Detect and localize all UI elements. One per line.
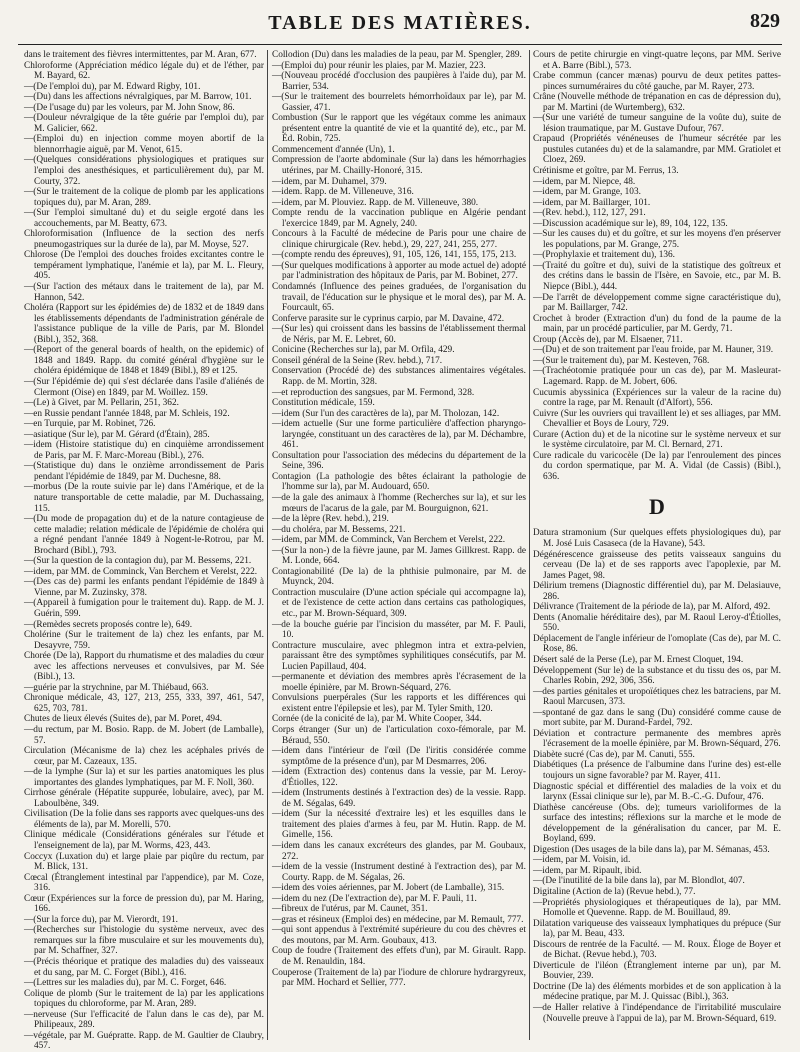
index-entry: Diagnostic spécial et différentiel des maladies de la voix et du larynx (Essai clinique sur le), par M. B.-C.-G. Dufour, 476. xyxy=(533,781,781,803)
index-entry: Cornée (de la conicité de la), par M. White Cooper, 344. xyxy=(272,714,482,725)
index-entry: Cœcal (Étranglement intestinal par l'appendice), par M. Coze, 316. xyxy=(24,872,264,894)
index-entry: Chutes de lieux élevés (Suites de), par M. Poret, 494. xyxy=(24,714,223,725)
index-entry: —morbus (De la route suivie par le) dans l'Amérique, et de la nature transportable de cette maladie, par M. Duchassaing, 115. xyxy=(24,482,264,514)
index-entry: —(Sur quelques modifications à apporter au mode actuel de) adopté par l'administration des hôpitaux de Paris, par M. Bobinet, 277. xyxy=(272,260,526,282)
index-entry: —(Lettres sur les maladies du), par M. C. Forget, 646. xyxy=(24,978,227,989)
index-entry: —idem, par M. Grange, 103. xyxy=(533,187,641,198)
index-entry: Délivrance (Traitement de la période de la), par M. Alford, 492. xyxy=(533,602,771,613)
index-entry: —idem (Sur la nécessité d'extraire les) et les esquilles dans le traitement des plaies d'armes à feu, par M. Hutin. Rapp. de M. Gimelle, 156. xyxy=(272,809,526,841)
index-entry: —idem dans les canaux excréteurs des glandes, par M. Goubaux, 272. xyxy=(272,841,526,862)
index-entry: —idem, par M. Plouviez. Rapp. de M. Villeneuve, 380. xyxy=(272,197,479,208)
index-entry: —Sur les causes du) et du goître, et sur les moyens d'en préserver les populations, par M. Grange, 275. xyxy=(533,229,781,250)
index-entry: —idem (Instruments destinés à l'extraction des) de la vessie. Rapp. de M. Ségalas, 649. xyxy=(272,788,526,809)
index-entry: —idem (Extraction des) contenus dans la vessie, par M. Leroy-d'Étiolles, 122. xyxy=(272,767,526,788)
index-entry: Chloroformisation (Influence de la section des nerfs pneumogastriques sur la durée de la), par M. Moyse, 527. xyxy=(24,229,264,250)
index-entry: —(Prophylaxie et traitement du), 136. xyxy=(533,250,675,261)
index-entry: —idem, par M. Ripault, ibid. xyxy=(533,865,642,876)
index-entry: —gras et résineux (Emploi des) en médecine, par M. Remault, 777. xyxy=(272,914,524,925)
index-entry: —de Haller relative à l'indépendance de l'irritabilité musculaire (Nouvelle preuve à l'appui de la), par M. Brown-Séquard, 619. xyxy=(533,1003,781,1024)
index-entry: —nerveuse (Sur l'efficacité de l'alun dans le cas de), par M. Philipeaux, 289. xyxy=(24,1009,264,1031)
index-entry: —(Sur une variété de tumeur sanguine de la voûte du), suite de lésion traumatique, par M. Gustave Dufour, 767. xyxy=(533,113,781,134)
index-column-1 xyxy=(24,50,264,1052)
index-entry: —(Sur l'action des métaux dans le traitement de la), par M. Hannon, 542. xyxy=(24,282,264,303)
index-entry: —(De l'emploi du), par M. Edward Rigby, 101. xyxy=(24,81,201,92)
index-entry: Conferve parasite sur le cyprinus carpio, par M. Davaine, 472. xyxy=(272,313,505,324)
index-entry: Dégénérescence graisseuse des petits vaisseaux sanguins du cerveau (De la) et de ses rapports avec l'apoplexie, par M. James Paget, 98. xyxy=(533,549,781,581)
index-entry: Contagion (La pathologie des bêtes éclairant la pathologie de l'homme sur la), par M. Audouard, 650. xyxy=(272,471,526,493)
index-entry: Couperose (Traitement de la) par l'iodure de chlorure hydrargyreux, par MM. Hochard et Sellier, 777. xyxy=(272,967,526,989)
index-entry: —(Nouveau procédé d'occlusion des paupières à l'aide du), par M. Barrier, 534. xyxy=(272,71,526,92)
index-entry: —du rectum, par M. Bosio. Rapp. de M. Jobert (de Lamballe), 57. xyxy=(24,725,264,746)
index-entry: Concours à la Faculté de médecine de Paris pour une chaire de clinique chirurgicale (Rev. hebd.), 29, 227, 241, 255, 277. xyxy=(272,229,526,250)
index-entry: —(De l'usage du) par les voleurs, par M. John Snow, 86. xyxy=(24,102,235,113)
index-entry: —(Le) à Givet, par M. Pellarin, 251, 362. xyxy=(24,398,179,409)
index-entry: Crapaud (Propriétés vénéneuses de l'humeur sécrétée par les pustules cutanées du) et de la salamandre, par MM. Gratiolet et Cloez, 269. xyxy=(533,134,781,166)
index-entry: Contraction musculaire (D'une action spéciale qui accompagne la), et de l'existence de cette action dans certains cas pathologiques, etc., par M. Brown-Séquard, 309. xyxy=(272,587,526,619)
index-entry: —idem, par M. Niepce, 48. xyxy=(533,176,636,187)
index-entry: —(Traité du goître et du), suivi de la statistique des goîtreux et des crétins dans le bassin de l'Isère, en Savoie, etc., par M. B. Niepce (Bibl.), 444. xyxy=(533,260,781,293)
index-entry: dans le traitement des fièvres intermittentes, par M. Aran, 677. xyxy=(24,50,257,60)
index-entry: Curare (Action du) et de la nicotine sur le système nerveux et sur le système circulatoire, par M. Cl. Bernard, 271. xyxy=(533,429,781,451)
index-entry: Crochet à broder (Extraction d'un) du fond de la paume de la main, par un procédé particulier, par M. Gerdy, 71. xyxy=(533,313,781,335)
index-entry: —idem des voies aériennes, par M. Jobert (de Lamballe), 315. xyxy=(272,883,505,894)
index-entry: —idem, par M. Voisin, id. xyxy=(533,855,631,866)
index-entry: —idem, par M. Duhamel, 379. xyxy=(272,176,387,187)
index-entry: Digitaline (Action de la) (Revue hebd.), 77. xyxy=(533,887,696,898)
index-entry: —idem (Sur l'un des caractères de la), par M. Tholozan, 142. xyxy=(272,408,500,419)
index-entry: —(Report of the general boards of health, on the epidemic) of 1848 and 1849. Rapp. du comité général d'hygiène sur le choléra épidémique de 1848 et 1849 (Bibl.), 89 et 125. xyxy=(24,345,264,377)
index-column-3-c-entries xyxy=(533,50,781,482)
index-entry: Croup (Accès de), par M. Elsaener, 711. xyxy=(533,334,683,345)
index-entry: Civilisation (De la folie dans ses rapports avec quelques-uns des éléments de la), par M. Morelli, 570. xyxy=(24,809,264,830)
index-entry: Cure radicale du varicocèle (De la) par l'enroulement des pinces du cordon spermatique, par M. A. Vidal (de Cassis) (Bibl.), 636. xyxy=(533,450,781,482)
index-entry: Diabétiques (La présence de l'albumine dans l'urine des) est-elle toujours un signe favorable? par M. Rayer, 411. xyxy=(533,760,781,781)
index-entry: Développement (Sur le) de la substance et du tissu des os, par M. Charles Robin, 292, 306, 356. xyxy=(533,665,781,687)
page-number: 829 xyxy=(750,10,780,32)
index-entry: Coccyx (Luxation du) et large plaie par piqûre du rectum, par M. Blick, 131. xyxy=(24,851,264,873)
index-entry: Cœur (Expériences sur la force de pression du), par M. Haring, 166. xyxy=(24,893,264,915)
index-entry: —de la lymphe (Sur la) et sur les parties anatomiques les plus importantes des glandes lymphatiques, par M. F. Noll, 360. xyxy=(24,767,264,788)
index-entry: —(Quelques considérations physiologiques et pratiques sur l'emploi des anesthésiques, et particulièrement du), par M. Courty, 372. xyxy=(24,155,264,187)
index-entry: —qui sont appendus à l'extrémité supérieure du cou des chèvres et des moutons, par M. Arm. Goubaux, 413. xyxy=(272,925,526,946)
section-letter: D xyxy=(649,494,665,520)
index-entry: Combustion (Sur le rapport que les végétaux comme les animaux présentent entre la quantité de vie et la quantité de), etc., par M. Éd. Robin, 725. xyxy=(272,113,526,145)
index-entry: —(Sur le traitement du), par M. Kesteven, 768. xyxy=(533,355,710,366)
index-entry: Colique de plomb (Sur le traitement de la) par les applications topiques du chloroforme, par M. Aran, 289. xyxy=(24,988,264,1010)
index-entry: —de la lèpre (Rev. hebd.), 219. xyxy=(272,514,389,525)
index-entry: —en Russie pendant l'année 1848, par M. Schleis, 192. xyxy=(24,408,230,419)
index-entry: —idem actuelle (Sur une forme particulière d'affection pharyngo-laryngée, constituant un des caractères de la), par M. Déchambre, 461. xyxy=(272,419,526,451)
index-entry: Déviation et contracture permanente des membres après l'écrasement de la moelle épinière, par M. Brown-Séquard, 276. xyxy=(533,728,781,750)
index-entry: Coup de foudre (Traitement des effets d'un), par M. Girault. Rapp. de M. Renauldin, 184. xyxy=(272,946,526,968)
index-entry: —Propriétés physiologiques et thérapeutiques de la), par MM. Homolle et Quevenne. Rapp. de M. Bouillaud, 89. xyxy=(533,897,781,919)
index-entry: —asiatique (Sur le), par M. Gérard (d'Étain), 285. xyxy=(24,429,210,440)
index-entry: —(Sur le traitement de la colique de plomb par les applications topiques du), par M. Aran, 289. xyxy=(24,187,264,208)
index-entry: Chronique médicale, 43, 127, 213, 255, 333, 397, 461, 547, 625, 703, 781. xyxy=(24,693,264,714)
index-entry: —de la gale des animaux à l'homme (Recherches sur la), et sur les mœurs de l'acarus de la gale, par M. Bourguignon, 621. xyxy=(272,492,526,514)
index-entry: —(Des cas de) parmi les enfants pendant l'épidémie de 1849 à Vienne, par M. Zuzinsky, 378. xyxy=(24,577,264,598)
index-entry: —(Du) et de son traitement par l'eau froide, par M. Hauner, 319. xyxy=(533,345,774,356)
index-entry: —(Du mode de propagation du) et de la nature contagieuse de cette maladie; relation médicale de l'épidémie de choléra qui a régné pendant l'année 1849 à Nogent-le-Rotrou, par M. Brochard (Bibl.), 793. xyxy=(24,514,264,556)
index-entry: —spontané de gaz dans le sang (Du) considéré comme cause de mort subite, par M. Durand-Fardel, 792. xyxy=(533,707,781,729)
index-entry: —(Sur la question de la contagion du), par M. Bessems, 221. xyxy=(24,556,252,567)
index-entry: —permanente et déviation des membres après l'écrasement de la moelle épinière, par M. Brown-Séquard, 276. xyxy=(272,672,526,693)
index-entry: —fibreux de l'utérus, par M. Caunet, 351. xyxy=(272,904,428,915)
index-entry: —(Sur la non-) de la fièvre jaune, par M. James Gillkrest. Rapp. de M. Londe, 664. xyxy=(272,545,526,567)
page-header xyxy=(18,4,782,40)
index-entry: —(Douleur névralgique de la tête guérie par l'emploi du), par M. Galicier, 662. xyxy=(24,113,264,134)
index-column-2 xyxy=(272,50,526,1040)
index-entry: Choléra (Rapport sur les épidémies de) de 1832 et de 1849 dans les établissements dépendants de l'administration générale de l'assistance publique de la ville de Paris, par M. Blondel (Bibl.), 352, 368. xyxy=(24,303,264,345)
index-entry: —(Trachéotomie pratiquée pour un cas de), par M. Masleurat-Lagemard. Rapp. de M. Jobert, 606. xyxy=(533,366,781,387)
index-entry: —végétale, par M. Guépratte. Rapp. de M. Gaultier de Claubry, 457. xyxy=(24,1030,264,1052)
index-entry: Consultation pour l'association des médecins du département de la Seine, 396. xyxy=(272,450,526,472)
index-entry: —(Précis théorique et pratique des maladies du) des vaisseaux et du sang, par M. C. Forget (Bibl.), 416. xyxy=(24,957,264,978)
index-entry: —(Appareil à fumigation pour le traitement du). Rapp. de M. J. Guérin, 599. xyxy=(24,598,264,619)
index-entry: —idem de la vessie (Instrument destiné à l'extraction des), par M. Courty. Rapp. de M. Ségalas, 26. xyxy=(272,862,526,883)
index-entry: Datura stramonium (Sur quelques effets physiologiques du), par M. José Luis Casaseca (de la Havane), 543. xyxy=(533,528,781,549)
index-entry: —(compte rendu des épreuves), 91, 105, 126, 141, 155, 175, 213. xyxy=(272,250,517,261)
index-entry: Collodion (Du) dans les maladies de la peau, par M. Spengler, 289. xyxy=(272,50,522,60)
page-title: TABLE DES MATIÈRES. xyxy=(268,12,532,34)
index-entry: —(Sur l'épidémie de) qui s'est déclarée dans l'asile d'aliénés de Clermont (Oise) en 1849, par M. Woillez. 159. xyxy=(24,376,264,398)
index-entry: —(Sur les) qui croissent dans les bassins de l'établissement thermal de Néris, par M. E. Lebret, 60. xyxy=(272,324,526,345)
index-entry: Diabète sucré (Cas de), par M. Canuti, 555. xyxy=(533,749,695,760)
index-entry: Compression de l'aorte abdominale (Sur la) dans les hémorrhagies utérines, par M. Chailly-Honoré, 315. xyxy=(272,155,526,177)
index-entry: —(Sur le traitement des bourrelets hémorrhoïdaux par le), par M. Gassier, 471. xyxy=(272,92,526,113)
index-entry: Discours de rentrée de la Faculté. — M. Roux. Éloge de Boyer et de Bichat. (Revue hebd.), 703. xyxy=(533,939,781,961)
index-entry: —idem, par M. Baillarger, 101. xyxy=(533,197,651,208)
index-entry: Crabe commun (cancer mænas) pourvu de deux petites pattes-pinces surnuméraires du côté gauche, par M. Rayer, 273. xyxy=(533,71,781,92)
index-entry: —idem du nez (De l'extraction de), par M. F. Pauli, 11. xyxy=(272,893,477,904)
index-entry: —(Emploi du) pour réunir les plaies, par M. Mazier, 223. xyxy=(272,60,486,71)
index-entry: —idem. Rapp. de M. Villeneuve, 316. xyxy=(272,187,414,198)
index-entry: Diathèse cancéreuse (Obs. de); tumeurs varioliformes de la surface des intestins; réflexions sur la marche et le mode de développement de la généralisation du cancer, par M. E. Boyland, 699. xyxy=(533,802,781,845)
index-entry: Doctrine (De la) des éléments morbides et de son application à la médecine pratique, par M. J. Quissac (Bibl.), 363. xyxy=(533,981,781,1003)
index-entry: Cucumis abyssinica (Expériences sur la valeur de la racine du) contre la rage, par M. Renault (d'Alfort), 556. xyxy=(533,387,781,409)
index-entry: Condamnés (Influence des peines graduées, de l'organisation du travail, de l'éducation sur le physique et le moral des), par M. A. Fourcault, 65. xyxy=(272,282,526,314)
index-entry: —guérie par la strychnine, par M. Thiébaud, 663. xyxy=(24,682,209,693)
column-divider xyxy=(267,50,268,1040)
index-entry: Constitution médicale, 159. xyxy=(272,398,375,409)
index-entry: Crétinisme et goître, par M. Ferrus, 13. xyxy=(533,166,679,177)
header-rule xyxy=(18,44,782,45)
index-entry: Commencement d'année (Un), 1. xyxy=(272,144,395,155)
index-entry: Convulsions puerpérales (Sur les rapports et les différences qui existent entre l'épilepsie et les), par M. Tyler Smith, 120. xyxy=(272,693,526,714)
index-entry: Corps étranger (Sur un) de l'articulation coxo-fémorale, par M. Béraud, 550. xyxy=(272,725,526,746)
index-entry: —(Remèdes secrets proposés contre le), 649. xyxy=(24,619,193,630)
index-entry: Diverticule de l'iléon (Étranglement interne par un), par M. Bouvier, 239. xyxy=(533,960,781,982)
index-column-3-d-entries xyxy=(533,528,781,1024)
index-entry: Cours de petite chirurgie en vingt-quatre leçons, par MM. Serive et A. Barre (Bibl.), 573. xyxy=(533,50,781,71)
index-entry: Dents (Anomalie héréditaire des), par M. Raoul Leroy-d'Étiolles, 550. xyxy=(533,612,781,634)
index-entry: —des parties génitales et uropoïétiques chez les batraciens, par M. Raoul Marcusen, 373. xyxy=(533,686,781,708)
index-entry: —(De l'inutilité de la bile dans la), par M. Blondlot, 407. xyxy=(533,876,745,887)
index-entry: —(Recherches sur l'histologie du système nerveux, avec des remarques sur la fibre musculaire et sur les mouvements du), par M. Schaffner, 327. xyxy=(24,925,264,957)
index-entry: —Discussion académique sur le), 89, 104, 122, 135. xyxy=(533,218,728,229)
index-entry: Contracture musculaire, avec phlegmon intra et extra-pelvien, paraissant être des symptômes syphilitiques consécutifs, par M. Lucien Papillaud, 404. xyxy=(272,640,526,672)
index-entry: Circulation (Mécanisme de la) chez les acéphales privés de cœur, par M. Cazeaux, 135. xyxy=(24,746,264,767)
index-entry: Clinique médicale (Considérations générales sur l'étude et l'enseignement de la), par M. Worms, 423, 443. xyxy=(24,830,264,852)
index-entry: —(Sur la force du), par M. Vierordt, 191. xyxy=(24,914,178,925)
index-entry: Compte rendu de la vaccination publique en Algérie pendant l'exercice 1849, par M. Agnely, 240. xyxy=(272,208,526,229)
index-entry: —(Emploi du) en injection comme moyen abortif de la blennorrhagie aiguë, par M. Venot, 615. xyxy=(24,134,264,155)
index-entry: Dilatation variqueuse des vaisseaux lymphatiques du prépuce (Sur la), par M. Beau, 433. xyxy=(533,918,781,940)
index-entry: Cirrhose générale (Hépatite suppurée, lobulaire, avec), par M. Laboulbène, 349. xyxy=(24,788,264,809)
index-entry: —en Turquie, par M. Robinet, 726. xyxy=(24,419,156,430)
index-entry: —idem dans l'intérieur de l'œil (De l'iritis considérée comme symptôme de la présence d'un), par M Desmarres, 206. xyxy=(272,746,526,767)
index-entry: —du choléra, par M. Bessems, 221. xyxy=(272,524,406,535)
index-entry: —(Du) dans les affections névralgiques, par M. Barrow, 101. xyxy=(24,92,252,103)
index-entry: —idem, par MM. de Comminck, Van Berchem et Verelst, 222. xyxy=(272,535,506,546)
index-entry: Contagionabilité (De la) de la phthisie pulmonaire, par M. de Muynck, 204. xyxy=(272,566,526,588)
index-entry: Conicine (Recherches sur la), par M. Orfila, 429. xyxy=(272,345,455,356)
index-entry: Conservation (Procédé de) des substances alimentaires végétales. Rapp. de M. Mortin, 328. xyxy=(272,366,526,387)
index-entry: Délirium tremens (Diagnostic différentiel du), par M. Delasiauve, 286. xyxy=(533,581,781,602)
index-entry: Désert salé de la Perse (Le), par M. Ernest Cloquet, 194. xyxy=(533,654,744,665)
index-entry: —(Statistique du) dans le onzième arrondissement de Paris pendant l'épidémie de 1849, par M. Duchesne, 88. xyxy=(24,461,264,482)
index-entry: Chloroforme (Appréciation médico légale du) et de l'éther, par M. Bayard, 62. xyxy=(24,60,264,82)
index-entry: —(Rev. hebd.), 112, 127, 291. xyxy=(533,208,646,219)
column-divider xyxy=(529,50,530,1040)
index-entry: Chorée (De la), Rapport du rhumatisme et des maladies du cœur avec les affections nerveuses et convulsives, par M. Sée (Bibl.), 13. xyxy=(24,651,264,683)
index-entry: Crâne (Nouvelle méthode de trépanation en cas de dépression du), par M. Martini (de Wurtemberg), 632. xyxy=(533,92,781,113)
index-entry: —et reproduction des sangsues, par M. Fermond, 328. xyxy=(272,387,475,398)
index-entry: Digestion (Des usages de la bile dans la), par M. Sémanas, 453. xyxy=(533,844,770,855)
index-entry: Conseil général de la Seine (Rev. hebd.), 717. xyxy=(272,355,443,366)
index-entry: —de la bouche guérie par l'incision du masséter, par M. F. Pauli, 10. xyxy=(272,619,526,641)
index-entry: Déplacement de l'angle inférieur de l'omoplate (Cas de), par M. C. Rose, 86. xyxy=(533,633,781,655)
index-entry: —De l'arrêt de développement comme signe caractéristique du), par M. Baillarger, 742. xyxy=(533,292,781,314)
index-entry: —idem (Histoire statistique du) en cinquième arrondissement de Paris, par M. F. Marc-Moreau (Bibl.), 276. xyxy=(24,440,264,461)
index-entry: Cholérine (Sur le traitement de la) chez les enfants, par M. Desayvre, 759. xyxy=(24,630,264,651)
index-entry: —(Sur l'emploi simultané du) et du seigle ergoté dans les accouchements, par M. Beatty, 673. xyxy=(24,208,264,229)
index-entry: —idem, par MM. de Comminck, Van Berchem et Verelst, 222. xyxy=(24,566,258,577)
index-entry: Chlorose (De l'emploi des douches froides excitantes contre le tempérament lymphatique, l'anémie et la), par M. L. Fleury, 405. xyxy=(24,250,264,282)
index-column-3 xyxy=(533,50,781,1040)
index-entry: Cuivre (Sur les ouvriers qui travaillent le) et ses alliages, par MM. Chevallier et Boys de Loury, 729. xyxy=(533,408,781,430)
